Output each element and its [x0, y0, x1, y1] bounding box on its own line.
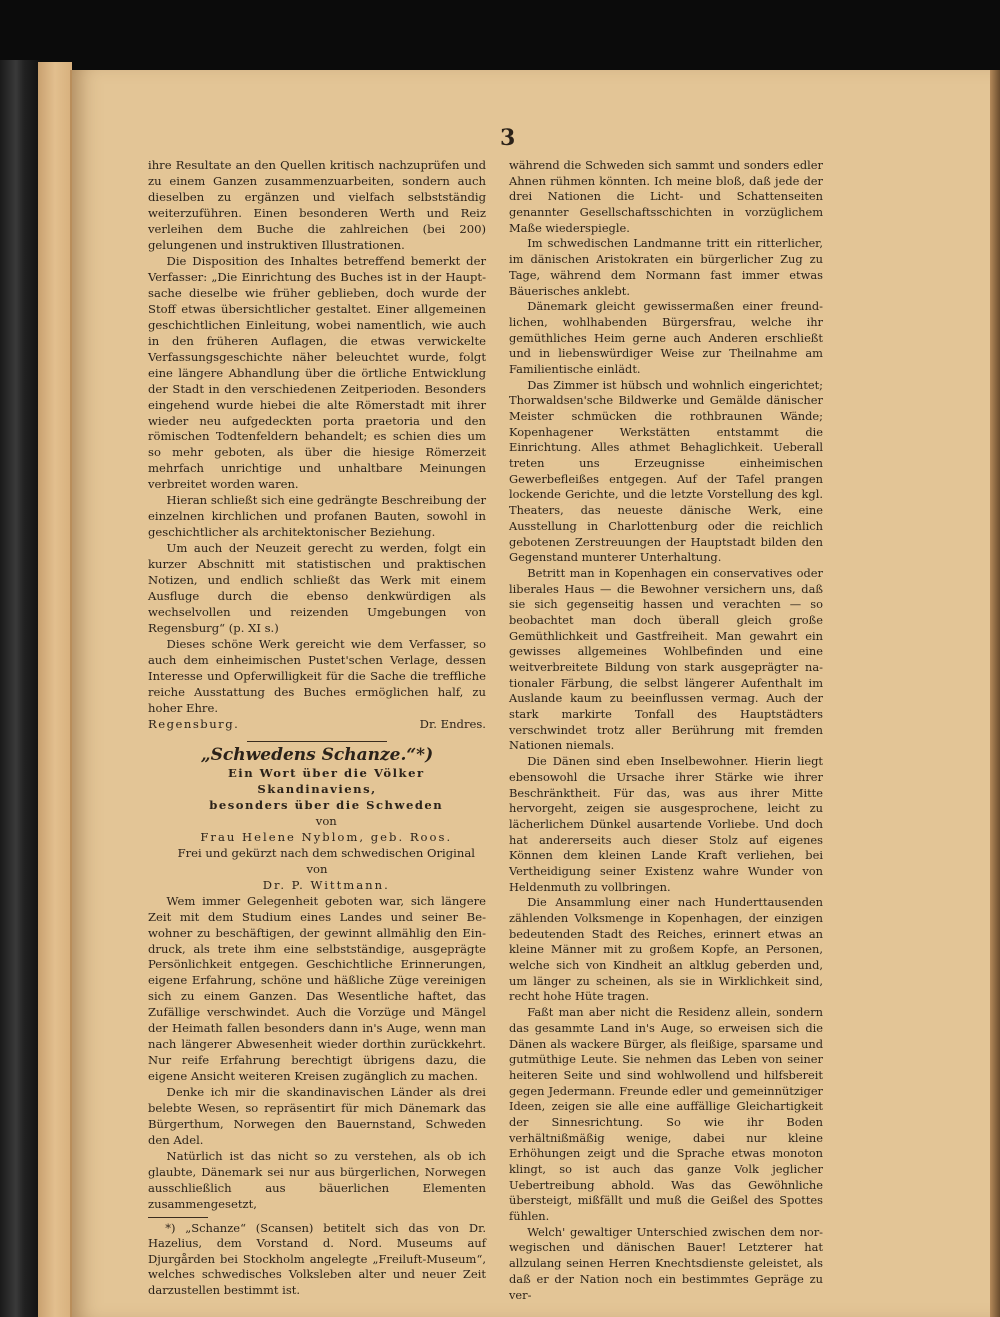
paragraph: Denke ich mir die skandinavischen Länder als drei belebte Wesen, so repräsentirt für mich Dänemark das Bürgerthum, Norwegen den Bauernstand, Schweden den Adel. [148, 1085, 486, 1148]
paragraph: Betritt man in Kopenhagen ein conservatives oder liberales Haus — die Bewohner versichern uns, daß sie sich gegenseitig hassen und verachten — so beobachtet man doch überall gleich große Gemüthlichkeit und Gastfreiheit. Man gewahrt ein gewisses allgemeines Wohlbefinden und eine weitverbreitete Bildung von stark ausgeprägter nationaler Färbung, die selbst längerer Aufenthalt im Auslande kaum zu beeinflussen vermag. Auch der stark markirte Tonfall des Hauptstädters verschwindet trotz aller Berührung mit fremden Nationen niemals. [509, 565, 823, 753]
paragraph: Dänemark gleicht gewissermaßen einer freundlichen, wohlhabenden Bürgersfrau, welche ihr gemüthliches Heim gerne auch Anderen erschließt und in liebenswürdiger Weise zur Theilnahme am Familientische einlädt. [509, 299, 823, 376]
paragraph: Dieses schöne Werk gereicht wie dem Verfasser, so auch dem einheimischen Pustet'schen Verlage, dessen Interesse und Opferwilligkeit für die Sache die treffliche reiche Ausstattung des Buches ermöglichen half, zu hoher Ehre. [148, 637, 486, 715]
left-page-edge [38, 62, 72, 1317]
signature [148, 717, 486, 733]
paragraph: Die Dänen sind eben Inselbewohner. Hierin liegt ebensowohl die Ursache ihrer Stärke wie ihrer Beschränktheit. Für das, was aus ihrer Mitte hervorgeht, zeigen sie ausgesprochene, leicht zu lächerlichem Dünkel ausartende Vorliebe. Und doch hat andererseits auch dieser Stolz auf eigenes Können dem kleinen Lande Kraft verliehen, bei Vertheidigung seiner Existenz wahre Wunder von Heldenmuth zu vollbringen. [509, 754, 823, 894]
signature-place: Regensburg. [148, 716, 240, 731]
footnote-divider [148, 1217, 208, 1218]
byline-von: von [315, 813, 337, 828]
book-spine [0, 60, 40, 1317]
paragraph: während die Schweden sich sammt und sonders edler Ahnen rühmen könnten. Ich meine bloß, daß jede der drei Nationen die Licht- und Schattenseiten genannter Gesellschaftsschichten in vorzüglichem Maße wiederspiegle. [509, 158, 823, 235]
paragraph: Um auch der Neuzeit gerecht zu werden, folgt ein kurzer Abschnitt mit statistischen und praktischen Notizen, und endlich schließt das Werk mit einem Ausfluge durch die ebenso denkwürdigen als wechselvollen und reizenden Umgebungen von Regensburg“ (p. XI s.) [148, 541, 486, 636]
footnote-text: *) „Schanze“ (Scansen) betitelt sich das von Dr. Hazelius, dem Vorstand d. Nord. Museums auf Djurgården bei Stockholm angelegte „Freiluft-Museum“, welches schwedisches Volksleben alter und neuer Zeit darzustellen bestimmt ist. [148, 1220, 486, 1297]
paragraph: Natürlich ist das nicht so zu verstehen, als ob ich glaubte, Dänemark sei nur aus bürgerlichen, Norwegen ausschließlich aus bäuerlichen Elementen zusammengesetzt, [148, 1149, 486, 1211]
article-title: „Schwedens Schanze.“*) [200, 744, 434, 765]
section-divider [247, 741, 387, 742]
translator: Dr. P. Wittmann. [262, 877, 390, 892]
paragraph: Die Disposition des Inhaltes betreffend bemerkt der Verfasser: „Die Einrichtung des Buches ist in der Hauptsache dieselbe wie früher geblieben, doch wurde der Stoff etwas übersichtlicher gestaltet. Einer allgemeinen geschichtlichen Einleitung, wobei namentlich, wie auch in den früheren Auflagen, die etwas verwickelte Verfassungsgeschichte näher beleuchtet wurde, folgt eine längere Abhandlung über die örtliche Entwicklung der Stadt in den verschiedenen Zeitperioden. Besonders eingehend wurde hiebei die alte Römerstadt mit ihrer wieder neu aufgedeckten porta praetoria und den römischen Todtenfeldern behandelt; es schien dies um so mehr geboten, als über die hiesige Römerzeit mehrfach unrichtige und unhaltbare Meinungen verbreitet worden waren. [148, 253, 486, 492]
page-number: 3 [500, 125, 516, 151]
signature-name: Dr. Endres. [419, 716, 486, 731]
right-column [509, 158, 823, 1303]
paragraph: Im schwedischen Landmanne tritt ein ritterlicher, im dänischen Aristokraten ein bürgerlicher Zug zu Tage, während dem Normann fast immer etwas Bäuerisches anklebt. [509, 236, 823, 298]
right-page-edge [990, 70, 1000, 1317]
author: Frau Helene Nyblom, geb. Roos. [200, 829, 453, 844]
paragraph: Wem immer Gelegenheit geboten war, sich längere Zeit mit dem Studium eines Landes und seiner Bewohner zu beschäftigen, der gewinnt allmählig den Eindruck, als trete ihm eine selbstständige, ausgeprägte Persönlichkeit entgegen. Geschichtliche Erinnerungen, eigene Erfahrung, schöne und häßliche Züge vereinigen sich zu einem Ganzen. Das Wesentliche haftet, das Zufällige verschwindet. Auch die Vorzüge und Mängel der Heimath fallen besonders dann in's Auge, wenn man nach längerer Abwesenheit wieder dorthin zurückkehrt. Nur reife Erfahrung berechtigt übrigens dazu, die eigene Ansicht weiteren Kreisen zugänglich zu machen. [148, 893, 486, 1084]
paragraph: Die Ansammlung einer nach Hunderttausenden zählenden Volksmenge in Kopenhagen, der einzigen bedeutenden Stadt des Reiches, erinnert etwas an kleine Männer mit zu großem Kopfe, an Personen, welche sich von Kindheit an altklug geberden und, um länger zu scheinen, als sie in Wirklichkeit sind, recht hohe Hüte tragen. [509, 895, 823, 1004]
article-subtitle: Ein Wort über die Völker Skandinaviens, [227, 765, 425, 796]
paragraph: Welch' gewaltiger Unterschied zwischen dem norwegischen und dänischen Bauer! Letzterer hat allzulang seinen Herren Knechtsdienste geleistet, als daß er der Nation noch ein bestimmtes Gepräge zu ver- [509, 1224, 823, 1302]
paragraph: Faßt man aber nicht die Residenz allein, sondern das gesammte Land in's Auge, so erweisen sich die Dänen als wackere Bürger, als fleißige, sparsame und gutmüthige Leute. Sie nehmen das Leben von seiner heiteren Seite und sind wohlwollend und hilfsbereit gegen Jedermann. Freunde edler und gemeinnütziger Ideen, zeigen sie alle eine auffällige Gleichartigkeit der Sinnesrichtung. So wie ihr Boden verhältnißmäßig wenige, dabei nur kleine Erhöhungen zeigt und die Sprache etwas monoton klingt, so ist auch das ganze Volk jeglicher Uebertreibung abhold. Was das Gewöhnliche übersteigt, mißfällt und muß die Geißel des Spottes fühlen. [509, 1005, 823, 1224]
translation-note: Frei und gekürzt nach dem schwedischen Original von [177, 845, 475, 876]
left-column [148, 158, 486, 1298]
paragraph: Hieran schließt sich eine gedrängte Beschreibung der einzelnen kirchlichen und profanen Bauten, sowohl in geschichtlicher als architektonischer Beziehung. [148, 493, 486, 540]
paragraph: ihre Resultate an den Quellen kritisch nachzuprüfen und zu einem Ganzen zusammenzuarbeiten, sondern auch dieselben zu ergänzen und vielfach selbstständig weiterzuführen. Einen besonderen Werth und Reiz verleihen dem Buche die zahlreichen (bei 200) gelungenen und instruktiven Illustrationen. [148, 158, 486, 252]
paragraph: Das Zimmer ist hübsch und wohnlich eingerichtet; Thorwaldsen'sche Bildwerke und Gemälde dänischer Meister schmücken die rothbraunen Wände; Kopenhagener Werkstätten entstammt die Einrichtung. Alles athmet Behaglichkeit. Ueberall treten uns Erzeugnisse einheimischen Gewerbefleißes entgegen. Auf der Tafel prangen lockende Gerichte, und die letzte Vorstellung des kgl. Theaters, das neueste dänische Werk, eine Ausstellung in Charlottenburg oder die reichlich gebotenen Zerstreuungen der Hauptstadt bilden den Gegenstand munterer Unterhaltung. [509, 377, 823, 565]
article-subtitle: besonders über die Schweden [209, 797, 444, 812]
footnote [148, 1221, 486, 1299]
